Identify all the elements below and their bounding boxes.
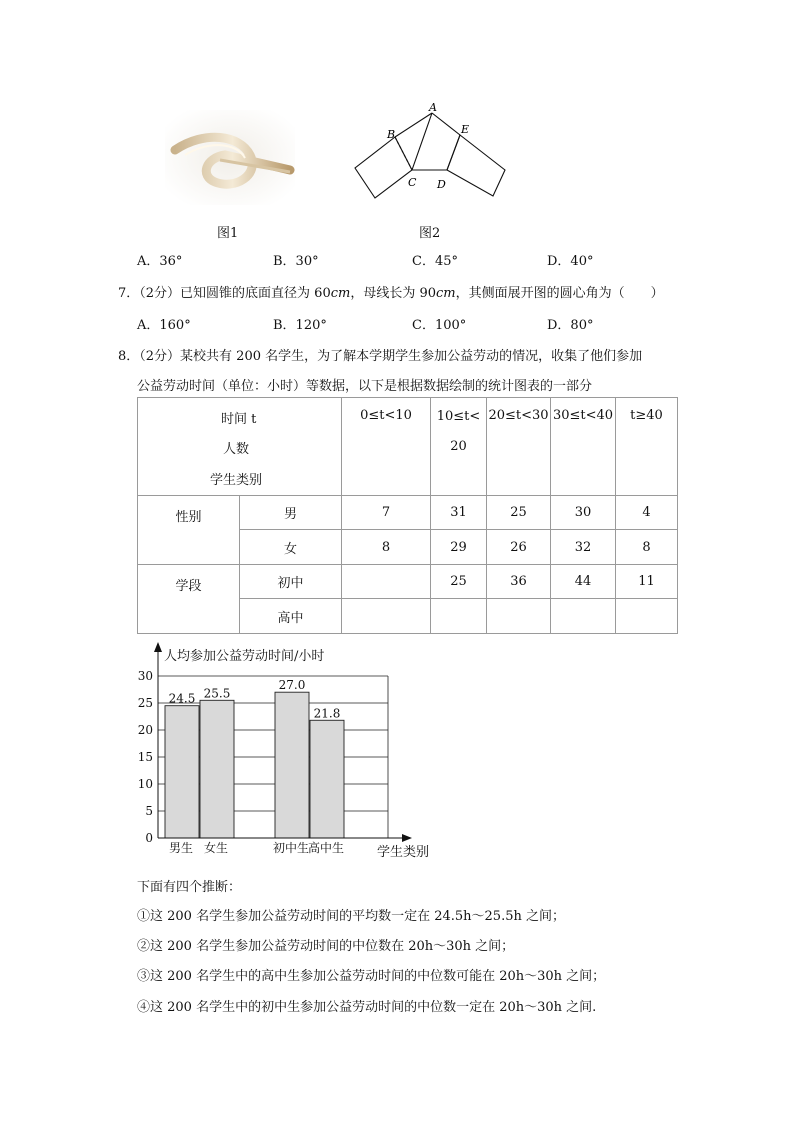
q6-option-b: B．30° bbox=[273, 254, 319, 269]
table-cell: 31 bbox=[431, 496, 487, 530]
table-cell: 4 bbox=[616, 496, 678, 530]
row-label: 男 bbox=[240, 496, 342, 530]
column-header: 30≤t<40 bbox=[551, 398, 616, 496]
row-label: 女 bbox=[240, 530, 342, 565]
table-cell bbox=[342, 599, 431, 634]
figure-2-caption: 图2 bbox=[419, 226, 441, 241]
q7-option-a: A．160° bbox=[137, 318, 191, 333]
figure-1-caption: 图1 bbox=[217, 226, 239, 241]
bar-chart-svg bbox=[130, 640, 450, 870]
table-cell bbox=[431, 599, 487, 634]
table-cell bbox=[487, 599, 551, 634]
data-label: 27.0 bbox=[278, 678, 306, 693]
column-header: 0≤t<10 bbox=[342, 398, 431, 496]
q8-question-line2: 公益劳动时间（单位：小时）等数据，以下是根据数据绘制的统计图表的一部分 bbox=[137, 379, 593, 394]
table-cell: 7 bbox=[342, 496, 431, 530]
y-tick-label: 25 bbox=[137, 696, 153, 710]
table-cell: 36 bbox=[487, 565, 551, 599]
table-cell: 8 bbox=[616, 530, 678, 565]
q7-question: 7．（2分）已知圆锥的底面直径为 60cm，母线长为 90cm，其侧面展开图的圆心角为（ ） bbox=[118, 286, 664, 301]
table-cell: 26 bbox=[487, 530, 551, 565]
q7-option-d: D．80° bbox=[547, 318, 594, 333]
column-header: 10≤t< 20 bbox=[431, 398, 487, 496]
inference-intro: 下面有四个推断： bbox=[137, 880, 242, 895]
label-E: E bbox=[461, 123, 470, 136]
table-cell: 11 bbox=[616, 565, 678, 599]
table-cell: 30 bbox=[551, 496, 616, 530]
data-label: 25.5 bbox=[203, 686, 231, 701]
bar-4 bbox=[310, 720, 344, 838]
y-tick-label: 0 bbox=[145, 831, 153, 845]
statement-3: ③这 200 名学生中的高中生参加公益劳动时间的中位数可能在 20h～30h 之间； bbox=[137, 969, 606, 984]
x-axis-title: 学生类别 bbox=[377, 845, 430, 860]
bar-chart bbox=[130, 640, 450, 870]
header-time-label: 时间 t bbox=[221, 412, 257, 427]
header-count-label: 人数 bbox=[223, 442, 250, 457]
table-cell: 25 bbox=[431, 565, 487, 599]
y-tick-label: 10 bbox=[137, 777, 153, 791]
table-cell: 44 bbox=[551, 565, 616, 599]
label-C: C bbox=[408, 176, 417, 189]
data-label: 21.8 bbox=[313, 706, 341, 721]
y-axis-title: 人均参加公益劳动时间/小时 bbox=[164, 649, 325, 664]
label-A: A bbox=[429, 101, 437, 114]
statement-1: ①这 200 名学生参加公益劳动时间的平均数一定在 24.5h～25.5h 之间； bbox=[137, 909, 565, 924]
y-tick-label: 5 bbox=[145, 804, 153, 818]
table-cell bbox=[551, 599, 616, 634]
statement-4: ④这 200 名学生中的初中生参加公益劳动时间的中位数一定在 20h～30h 之间. bbox=[137, 1000, 597, 1015]
y-tick-label: 15 bbox=[137, 750, 153, 764]
table-cell: 32 bbox=[551, 530, 616, 565]
bar-1 bbox=[165, 706, 199, 838]
table-cell: 8 bbox=[342, 530, 431, 565]
group-label-stage: 学段 bbox=[138, 565, 240, 634]
column-header: t≥40 bbox=[616, 398, 678, 496]
label-B: B bbox=[387, 128, 396, 141]
x-category-label: 女生 bbox=[203, 841, 229, 855]
table-cell bbox=[342, 565, 431, 599]
table-cell: 29 bbox=[431, 530, 487, 565]
x-category-label: 高中生 bbox=[307, 841, 345, 855]
q8-question-line1: 8．（2分）某校共有 200 名学生，为了解本学期学生参加公益劳动的情况，收集了他们参加 bbox=[118, 349, 643, 364]
label-D: D bbox=[437, 178, 446, 191]
q6-option-c: C．45° bbox=[412, 254, 458, 269]
x-category-label: 初中生 bbox=[272, 841, 310, 855]
q7-option-b: B．120° bbox=[273, 318, 327, 333]
bar-3 bbox=[275, 692, 309, 838]
table-cell bbox=[616, 599, 678, 634]
q6-option-d: D．40° bbox=[547, 254, 594, 269]
table-header-corner bbox=[138, 398, 342, 496]
row-label: 初中 bbox=[240, 565, 342, 599]
y-tick-label: 20 bbox=[137, 723, 153, 737]
x-axis-arrow bbox=[402, 834, 412, 842]
statement-2: ②这 200 名学生参加公益劳动时间的中位数在 20h～30h 之间； bbox=[137, 939, 515, 954]
x-category-label: 男生 bbox=[168, 841, 194, 855]
y-axis-arrow bbox=[154, 642, 162, 652]
table-cell: 25 bbox=[487, 496, 551, 530]
y-tick-label: 30 bbox=[137, 669, 153, 683]
q7-option-c: C．100° bbox=[412, 318, 467, 333]
figure-2-geometry bbox=[345, 100, 515, 205]
data-table bbox=[137, 397, 678, 634]
q6-option-a: A．36° bbox=[137, 254, 183, 269]
row-label: 高中 bbox=[240, 599, 342, 634]
column-header: 20≤t<30 bbox=[487, 398, 551, 496]
bar-2 bbox=[200, 700, 234, 838]
header-category-label: 学生类别 bbox=[210, 473, 263, 488]
figure-1-knot-image bbox=[165, 110, 295, 205]
group-label-gender: 性别 bbox=[138, 496, 240, 565]
data-label: 24.5 bbox=[168, 691, 196, 706]
